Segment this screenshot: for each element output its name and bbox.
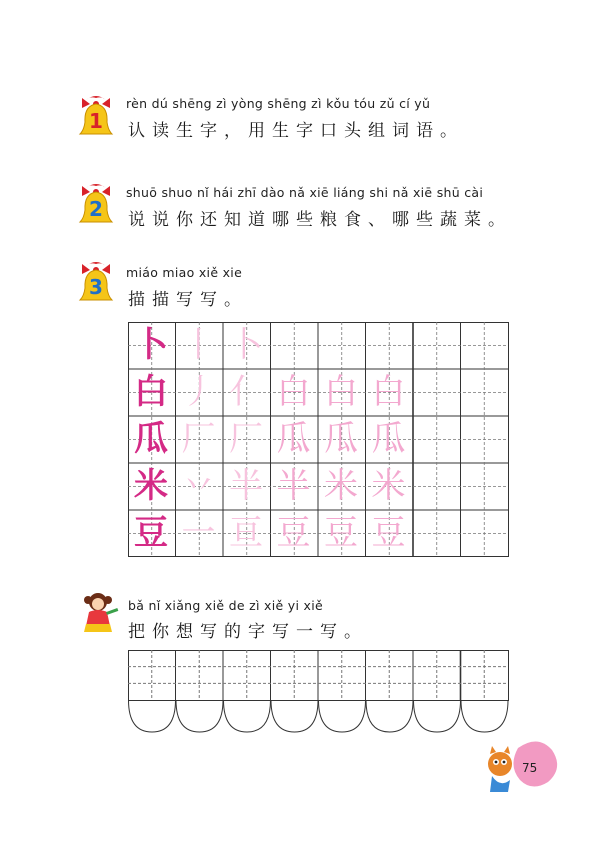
- trace-character[interactable]: 厂: [229, 419, 263, 459]
- instruction-text: 认读生字，用生字口头组词语。: [128, 121, 464, 141]
- trace-character[interactable]: 豆: [371, 513, 406, 553]
- page-number: 75: [522, 761, 538, 775]
- pinyin-line: miáo miao xiě xie: [126, 265, 243, 280]
- model-character: 豆: [134, 513, 168, 553]
- trace-character[interactable]: 丿: [181, 372, 216, 412]
- trace-character[interactable]: 白: [324, 372, 358, 412]
- trace-character[interactable]: 白: [276, 372, 311, 412]
- instruction-text: 描描写写。: [128, 290, 248, 310]
- trace-character[interactable]: 瓜: [371, 419, 406, 459]
- trace-character[interactable]: 豆: [324, 513, 358, 553]
- trace-character[interactable]: 瓜: [324, 419, 358, 459]
- pinyin-line: rèn dú shēng zì yòng shēng zì kǒu tóu zǔ cí yǔ: [126, 96, 431, 111]
- model-character: 米: [134, 466, 168, 506]
- trace-character[interactable]: 丷: [181, 466, 216, 506]
- trace-character[interactable]: 米: [371, 466, 406, 506]
- instruction-text: 说说你还知道哪些粮食、哪些蔬菜。: [128, 210, 512, 230]
- trace-character[interactable]: 丨: [181, 325, 216, 365]
- bell-icon: [76, 258, 116, 308]
- trace-character[interactable]: 瓜: [276, 419, 311, 459]
- trace-character[interactable]: 白: [371, 372, 406, 412]
- task-number: 2: [89, 197, 103, 221]
- model-character: 卜: [134, 325, 168, 365]
- bell-icon: [76, 92, 116, 142]
- task-number: 3: [89, 275, 103, 299]
- trace-character[interactable]: 米: [324, 466, 358, 506]
- task-number: 1: [89, 109, 103, 133]
- trace-character[interactable]: 卜: [229, 325, 263, 365]
- trace-character[interactable]: 半: [229, 466, 263, 506]
- mascot-badge-icon: [478, 736, 562, 798]
- model-character: 白: [134, 372, 168, 412]
- girl-writing-icon: [80, 590, 122, 636]
- pinyin-line: shuō shuo nǐ hái zhī dào nǎ xiē liáng shi nǎ xiē shū cài: [126, 185, 484, 200]
- trace-character[interactable]: 厂: [181, 419, 216, 459]
- free-grid-lines: [128, 650, 510, 734]
- trace-character[interactable]: 半: [276, 466, 311, 506]
- trace-character[interactable]: 豆: [276, 513, 311, 553]
- instruction-text: 把你想写的字写一写。: [128, 622, 368, 642]
- trace-character[interactable]: 亻: [229, 372, 263, 412]
- pinyin-line: bǎ nǐ xiǎng xiě de zì xiě yi xiě: [128, 598, 323, 613]
- trace-character[interactable]: 一: [181, 513, 216, 553]
- trace-character[interactable]: 亘: [229, 513, 263, 553]
- free-write-grid[interactable]: [128, 650, 510, 734]
- bell-icon: [76, 180, 116, 230]
- model-character: 瓜: [134, 419, 168, 459]
